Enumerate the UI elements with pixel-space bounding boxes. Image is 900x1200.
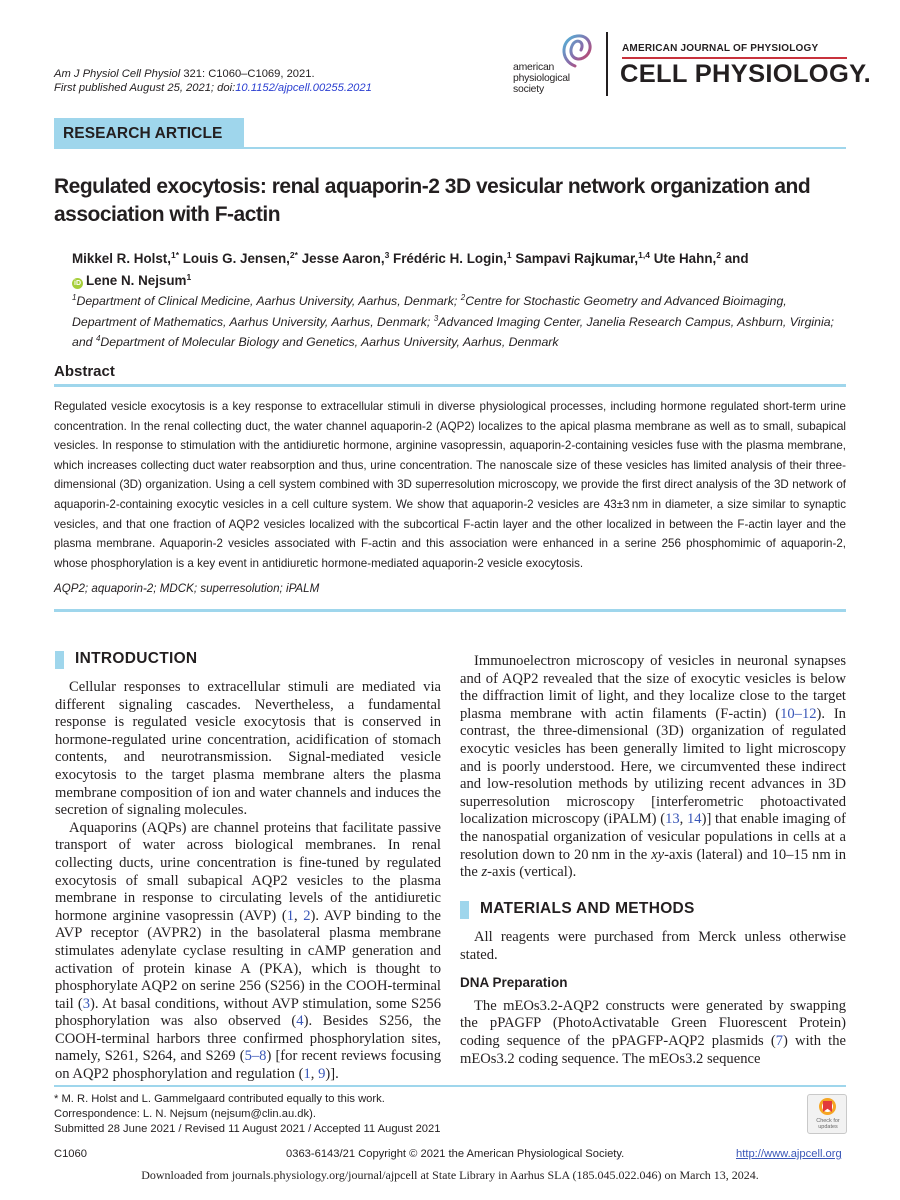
aps-word-3: society [513,84,544,95]
ref-link[interactable]: 10–12 [780,705,817,722]
published-date: First published August 25, 2021; doi: [54,82,236,94]
abstract-rule [54,384,846,387]
submission-dates: Submitted 28 June 2021 / Revised 11 August 2021 / Accepted 11 August 2021 [54,1123,441,1135]
ref-link[interactable]: 3 [82,995,90,1012]
check-for-updates-button[interactable] [807,1094,847,1134]
ref-link[interactable]: 9 [318,1066,326,1083]
author[interactable]: Jesse Aaron,$^3$ [301,250,390,266]
correspondence-note: Correspondence: L. N. Nejsum (nejsum@clin.au.dk). [54,1108,316,1120]
citation-volume: 321: C1060–C1069, 2021. [180,68,315,80]
journal-url-link[interactable]: http://www.ajpcell.org [736,1148,842,1160]
author-conjunction: and [724,251,749,266]
abstract-text: Regulated vesicle exocytosis is a key response to extracellular stimuli in diverse physiological processes, including hormone regulated short-term urine concentration. In the renal collecting duct, the water channel aquaporin-2 (AQP2) localizes to the apical plasma membrane as well as to small, subapical vesicles. In response to stimulation with the antidiuretic hormone, arginine vasopressin, aquaporin-2-containing vesicles fuse with the plasma membrane, which increases collecting duct water reabsorption and thus, urine concentration. The nanoscale size of these vesicles has limited analysis of their three-dimensional (3D) organization. Using a cell system combined with 3D superresolution microscopy, we provide the first direct analysis of the 3D network of aquaporin-2-containing exocytic vesicles in a cell culture system. We show that aquaporin-2 vesicles are 43±3 nm in diameter, a size similar to synaptic vesicles, and that one fraction of AQP2 vesicles localized with the subcortical F-actin layer and the other localized in between the F-actin layer and the plasma membrane. Aquaporin-2 vesicles associated with F-actin and this association were enhanced in a serine 256 phosphomimic of aquaporin-2, whose phosphorylation is a key event in antidiuretic hormone-mediated aquaporin-2 vesicle exocytosis. [54,400,846,570]
abstract-end-rule [54,609,846,612]
citation-journal: Am J Physiol Cell Physiol [54,68,181,80]
intro-paragraph-2: Aquaporins (AQPs) are channel proteins that facilitate passive transport of water across biological membranes. In renal collecting ducts, urine concentration is fine-tuned by regulated exocytosis of small subapical AQP2 vesicles to the plasma membrane in response to circulating levels of the antidiuretic hormone arginine vasopressin (AVP) (1, 2). AVP binding to the AVP receptor (AVPR2) in the basolateral plasma membrane stimulates adenylate cyclase resulting in cAMP generation and activation of protein kinase A (PKA), which is thought to phosphorylate AQP2 on serine 256 (S256) in the COOH-terminal tail (3). At basal conditions, without AVP stimulation, some S256 phosphorylation was also observed (4). Besides S256, the COOH-terminal harbors three confirmed phosphorylation sites, namely, S261, S264, and S269 (5–8) [for recent reviews focusing on AQP2 phosphorylation and regulation (1, 9)]. [55,819,442,1083]
author[interactable]: Ute Hahn,$^2$ [653,250,721,266]
check-updates-label: Check for updates [816,1118,840,1130]
logo-divider [606,32,608,96]
methods-body [460,929,846,1068]
ref-link[interactable]: 14 [687,811,702,828]
methods-paragraph-2: The mEOs3.2-AQP2 constructs were generated by swapping the pPAGFP (PhotoActivatable Green Fluorescent Protein) coding sequence of the pPAGFP-AQP2 plasmids (7) with the mEOs3.2 coding sequence. The mEOs3.2 sequence [460,997,846,1067]
author[interactable]: iD Lene N. Nejsum$^1$ [74,272,192,288]
ref-link[interactable]: 4 [296,1013,304,1030]
section-bar [55,651,64,669]
author[interactable]: Frédéric H. Login,$^1$ [393,250,512,266]
subsection-heading: DNA Preparation [460,975,568,991]
aps-logo [513,30,603,100]
ref-link[interactable]: 7 [775,1032,784,1049]
ref-link[interactable]: 13 [665,811,680,828]
citation-block [54,67,372,95]
ref-link[interactable]: 1 [303,1066,311,1083]
affiliations: $^1$Department of Clinical Medicine, Aarhus University, Aarhus, Denmark; $^2$Centre for Stochastic Geometry and Advanced Bioimaging, Department of Mathematics, Aarhus University, Aarhus, Denmark; $^3$Advanced Imaging Center, Janelia Research Campus, Ashburn, Virginia; and $^4$Department of Molecular Biology and Genetics, Aarhus University, Aarhus, Denmark [72,293,834,349]
journal-title: CELL PHYSIOLOGY. [620,60,871,88]
intro-paragraph-1: Cellular responses to extracellular stimuli are mediated via different signaling cascades. Nevertheless, a fundamental response is regulated vesicle exocytosis that is conserved in hormone-regulated urine concentration, acidification of stomach contents, and neurotransmission. Signal-mediated vesicle exocytosis to the target plasma membrane alters the plasma membrane composition of ion and water channels and induces the secretion of signaling molecules. [55,679,441,819]
methods-heading: MATERIALS AND METHODS [480,900,695,918]
abstract-heading: Abstract [54,363,115,380]
right-column [460,653,846,882]
author[interactable]: Sampavi Rajkumar,$^{1,4}$ [515,250,650,266]
keywords: AQP2; aquaporin-2; MDCK; superresolution; iPALM [54,582,320,595]
footnotes [54,1092,440,1137]
ref-link[interactable]: 1 [286,907,294,924]
footnote-rule [54,1085,846,1087]
author-list [72,248,852,292]
page-number: C1060 [54,1148,87,1160]
download-notice: Downloaded from journals.physiology.org/journal/ajpcell at State Library in Aarhus SLA (185.045.022.046) on March 13, 2024. [141,1168,759,1182]
equal-contribution-note: * M. R. Holst and L. Gammelgaard contributed equally to this work. [54,1093,385,1105]
section-bar [460,901,469,919]
methods-paragraph-1: All reagents were purchased from Merck unless otherwise stated. [460,929,846,963]
ref-link[interactable]: 5–8 [244,1048,267,1065]
article-type-badge: RESEARCH ARTICLE [54,118,244,149]
aps-wordmark [513,62,570,95]
intro-paragraph-3: Immunoelectron microscopy of vesicles in neuronal synapses and of AQP2 revealed that the size of exocytic vesicles is below the diffraction limit of light, and they localize close to the target plasma membrane with actin filaments (F-actin) (10–12). In contrast, the three-dimensional (3D) organization of regulated exocytic vesicles has been generally limited to light microscopy and is poorly understood. Here, we circumvented these indirect and low-resolution methods by utilizing recent advances in 3D superresolution microscopy [interferometric photoactivated localization microscopy (iPALM) (13, 14)] that enable imaging of the nanospatial organization of vesicular populations in cells at a resolution down to 20 nm in the xy-axis (lateral) and 10–15 nm in the z-axis (vertical). [460,653,847,881]
author[interactable]: Louis G. Jensen,$^{2*}$ [182,250,298,266]
article-title: Regulated exocytosis: renal aquaporin-2 3D vesicular network organization and association with F-actin [54,175,811,226]
author[interactable]: Mikkel R. Holst,$^{1*}$ [72,250,180,266]
ref-link[interactable]: 2 [303,907,311,924]
doi-link[interactable]: 10.1152/ajpcell.00255.2021 [235,82,372,94]
left-column [55,679,441,1084]
aps-word-2: physiological [513,73,570,84]
journal-supertitle: AMERICAN JOURNAL OF PHYSIOLOGY [622,43,819,54]
introduction-heading: INTRODUCTION [75,650,197,668]
aps-word-1: american [513,62,555,73]
orcid-icon[interactable]: iD [74,280,81,287]
article-type-rule [244,147,846,149]
journal-rule [622,57,847,59]
copyright: 0363-6143/21 Copyright © 2021 the American Physiological Society. [286,1148,625,1160]
